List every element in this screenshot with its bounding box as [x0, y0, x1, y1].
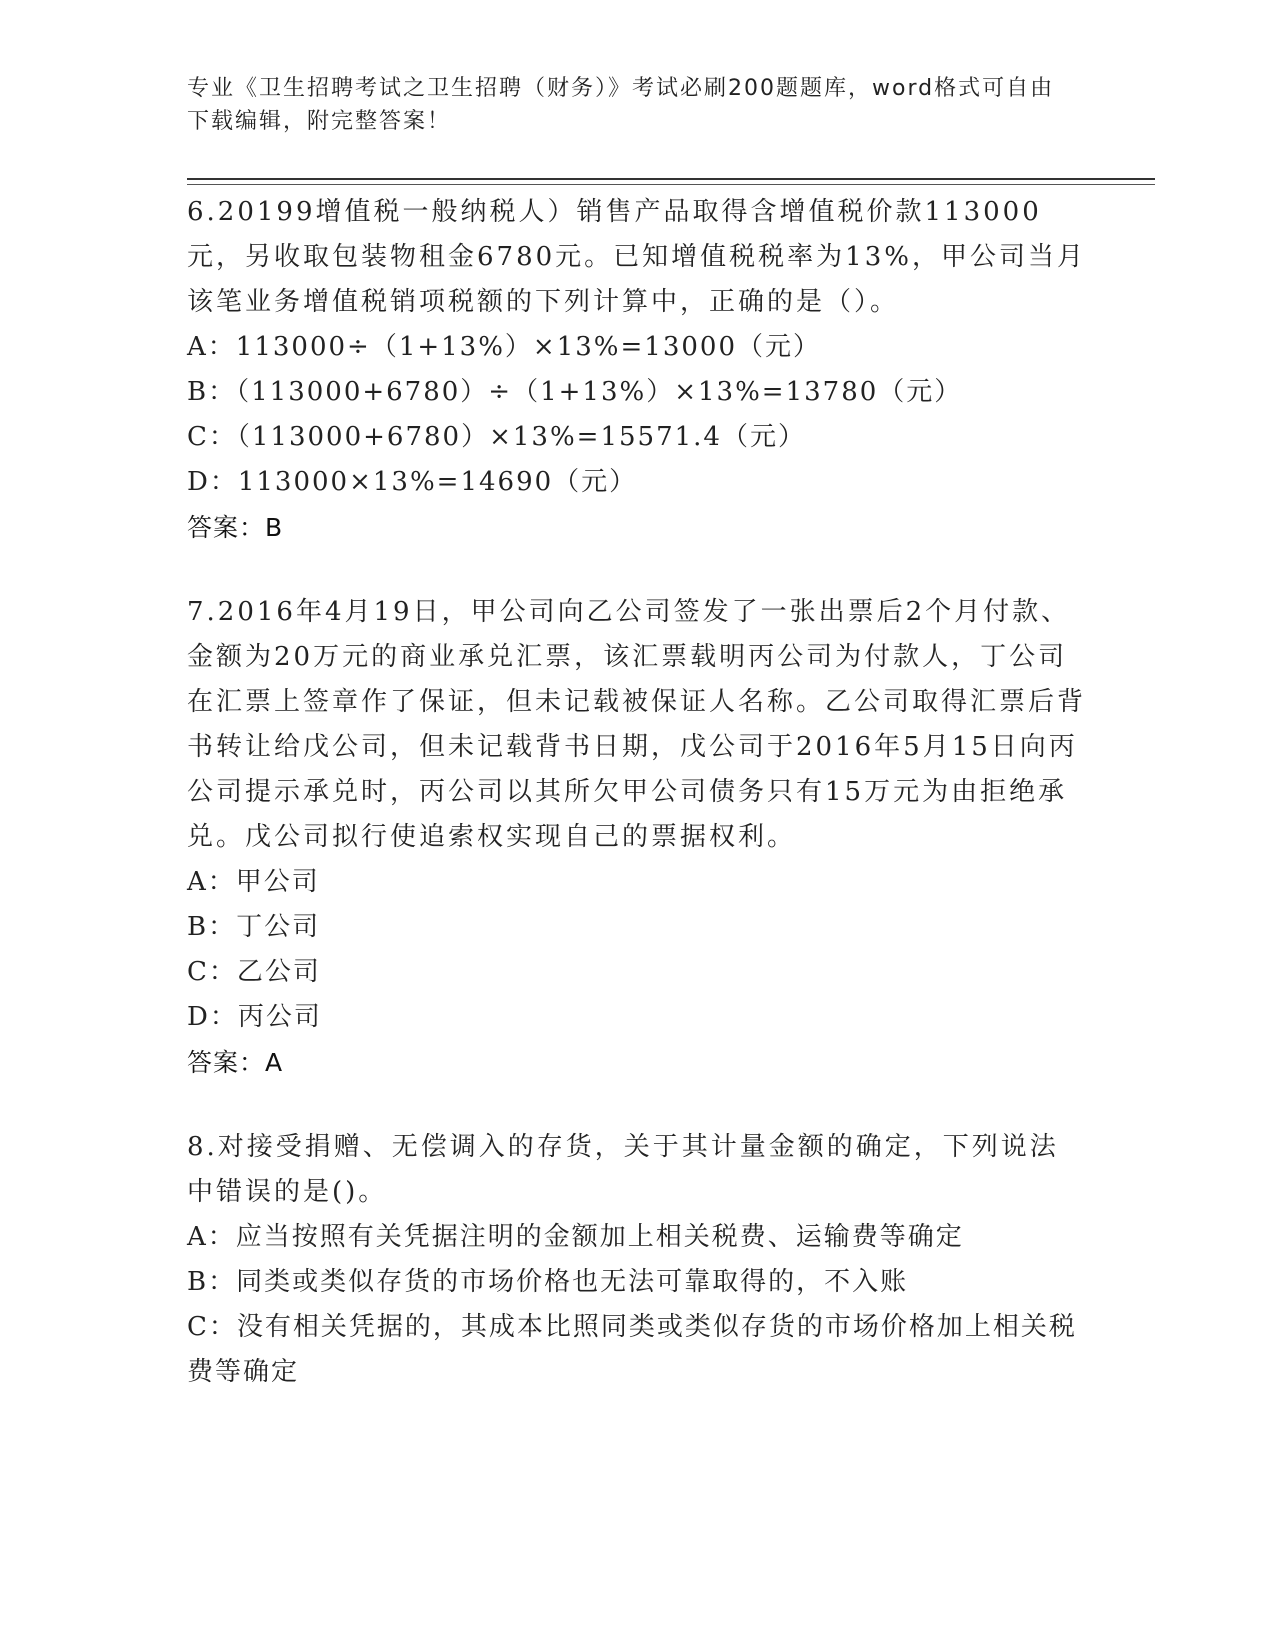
question-list [187, 190, 1087, 1435]
question-stem: 8.对接受捐赠、无偿调入的存货，关于其计量金额的确定，下列说法中错误的是()。 [187, 1132, 1059, 1207]
option-b: B：同类或类似存货的市场价格也无法可靠取得的，不入账 [187, 1267, 909, 1297]
option-a: A：113000÷（1+13%）×13%=13000（元） [187, 332, 821, 362]
header-divider-thin [187, 184, 1155, 185]
question-6 [187, 190, 1087, 550]
option-c: C：（113000+6780）×13%=15571.4（元） [187, 422, 806, 452]
answer-label: 答案：A [187, 1048, 284, 1077]
option-a: A：应当按照有关凭据注明的金额加上相关税费、运输费等确定 [187, 1222, 964, 1252]
option-b: B：丁公司 [187, 912, 321, 942]
question-7 [187, 590, 1087, 1085]
option-a: A：甲公司 [187, 867, 320, 897]
question-8 [187, 1125, 1087, 1395]
header-divider-thick [187, 178, 1155, 180]
option-c: C：没有相关凭据的，其成本比照同类或类似存货的市场价格加上相关税费等确定 [187, 1312, 1077, 1387]
answer-label: 答案：B [187, 513, 284, 542]
page-header: 专业《卫生招聘考试之卫生招聘（财务）》考试必刷200题题库，word格式可自由下载编辑，附完整答案！ [187, 76, 1055, 134]
question-stem: 6.20199增值税一般纳税人）销售产品取得含增值税价款113000元，另收取包装物租金6780元。已知增值税税率为13%，甲公司当月该笔业务增值税销项税额的下列计算中，正确的是（）。 [187, 197, 1086, 317]
option-b: B：（113000+6780）÷（1+13%）×13%=13780（元） [187, 377, 963, 407]
option-d: D：丙公司 [187, 1002, 322, 1032]
option-d: D：113000×13%=14690（元） [187, 467, 638, 497]
question-stem: 7.2016年4月19日，甲公司向乙公司签发了一张出票后2个月付款、金额为20万元的商业承兑汇票，该汇票载明丙公司为付款人，丁公司在汇票上签章作了保证，但未记载被保证人名称。乙公司取得汇票后背书转让给戊公司，但未记载背书日期，戊公司于2016年5月15日向丙公司提示承兑时，丙公司以其所欠甲公司债务只有15万元为由拒绝承兑。戊公司拟行使追索权实现自己的票据权利。 [187, 597, 1087, 852]
option-c: C：乙公司 [187, 957, 321, 987]
